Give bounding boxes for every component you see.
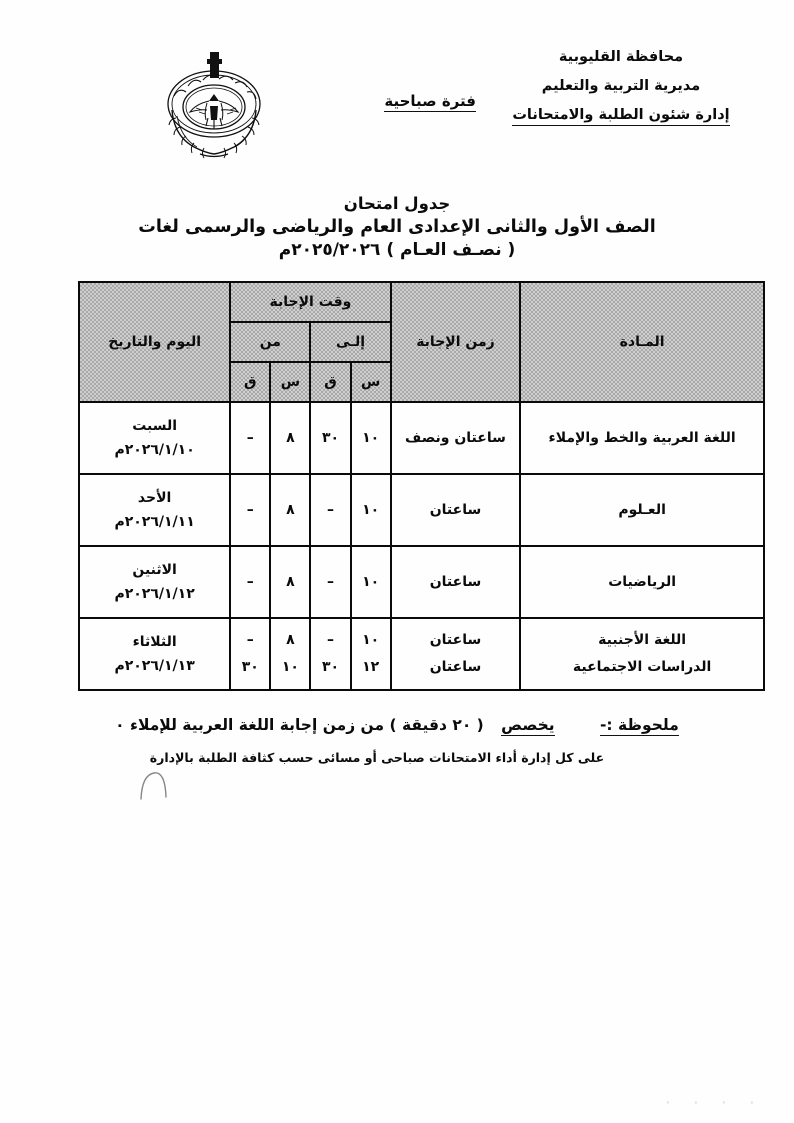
day-date: ٢٠٢٦/١/١٣م: [114, 658, 195, 674]
cell-duration: ساعتان: [391, 546, 521, 618]
cell-from-minute-a: –: [246, 632, 254, 649]
col-header-from: من: [230, 322, 310, 362]
col-header-from-hour: س: [270, 362, 310, 402]
title-term-year: ( نصـف العـام ) ٢٠٢٥/٢٠٢٦م: [278, 240, 516, 261]
header-row-1: [79, 282, 764, 322]
cell-to-hour: ١٠: [351, 474, 391, 546]
note-line-1: [40, 716, 754, 734]
day-name: السبت: [132, 417, 178, 434]
cell-subject-a: اللغة الأجنبية: [598, 632, 687, 649]
cell-from-hour: ٨: [270, 546, 310, 618]
day-date: ٢٠٢٦/١/١١م: [114, 514, 195, 530]
note-line-1-rest: ( ٢٠ دقيقة ) من زمن إجابة اللغة العربية للإملاء ٠: [115, 716, 484, 734]
day-name: الاثنين: [132, 561, 177, 578]
cell-subject-b: الدراسات الاجتماعية: [572, 659, 712, 675]
cell-day-date: [79, 402, 230, 474]
cell-from-minute-b: ٣٠: [241, 659, 259, 675]
cell-from-minute: –: [230, 546, 270, 618]
directorate-name: مديرية التربية والتعليم: [541, 78, 701, 95]
cell-day-date: [79, 474, 230, 546]
notes-section: [40, 716, 754, 765]
cell-from-minute: –: [230, 474, 270, 546]
cell-duration: ساعتان: [391, 474, 521, 546]
note-keyword: يخصص: [501, 716, 555, 734]
egypt-eagle-emblem-icon: [150, 50, 282, 160]
cell-to-hour: ١٠: [351, 402, 391, 474]
title-grade-line: الصف الأول والثانى الإعدادى العام والرياضى والرسمى لغات: [138, 216, 656, 237]
cell-duration: [391, 618, 521, 690]
cell-to-minute: ٣٠: [310, 402, 350, 474]
cell-from-hour-b: ١٠: [281, 659, 299, 675]
note-line-2: على كل إدارة أداء الامتحانات صباحى أو مسائى حسب كثافة الطلبة بالإدارة: [149, 750, 605, 765]
cell-duration: ساعتان ونصف: [391, 402, 521, 474]
cell-subject: الرياضيات: [520, 546, 764, 618]
table-body: [79, 402, 764, 690]
cell-to-hour-b: ١٢: [362, 659, 380, 675]
exam-period-label: فترة صباحية: [384, 92, 476, 110]
cell-to-minute: –: [310, 474, 350, 546]
cell-to-minute-a: –: [327, 632, 334, 649]
note-label: ملحوظة :-: [600, 716, 679, 734]
governorate-name: محافظة القليوبية: [558, 49, 684, 65]
day-name: الثلاثاء: [132, 633, 177, 650]
cell-from-minute: [230, 618, 270, 690]
cell-from-hour: ٨: [270, 474, 310, 546]
exam-schedule-table: [78, 281, 765, 691]
cell-to-hour-a: ١٠: [362, 632, 380, 649]
table-row: [79, 474, 764, 546]
col-header-answer-time: وقت الإجابة: [230, 282, 390, 322]
scan-artifact-marks: · · · ·: [665, 1096, 764, 1109]
cell-duration-a: ساعتان: [429, 632, 482, 649]
col-header-subject: المـادة: [520, 282, 764, 402]
cell-to-minute-b: ٣٠: [321, 659, 340, 675]
day-name: الأحد: [137, 489, 172, 506]
cell-to-minute: [310, 618, 350, 690]
col-header-to: إلـى: [310, 322, 390, 362]
table-row: [79, 618, 764, 690]
cell-subject: العـلوم: [520, 474, 764, 546]
table-row: [79, 402, 764, 474]
cell-from-hour-a: ٨: [286, 632, 295, 649]
cell-duration-b: ساعتان: [429, 659, 482, 675]
col-header-day-date: اليوم والتاريخ: [79, 282, 230, 402]
page-title: جدول امتحان: [343, 194, 451, 213]
handwritten-pen-mark-icon: [136, 766, 176, 800]
table-row: [79, 546, 764, 618]
col-header-from-minute: ق: [230, 362, 270, 402]
day-date: ٢٠٢٦/١/١٢م: [114, 586, 195, 602]
cell-day-date: [79, 618, 230, 690]
day-date: ٢٠٢٦/١/١٠م: [114, 442, 195, 458]
cell-to-minute: –: [310, 546, 350, 618]
col-header-to-minute: ق: [310, 362, 350, 402]
table-header: [79, 282, 764, 402]
cell-subject: [520, 618, 764, 690]
exam-schedule-table-wrapper: [78, 281, 765, 691]
col-header-to-hour: س: [351, 362, 391, 402]
cell-to-hour: ١٠: [351, 546, 391, 618]
department-name: إدارة شئون الطلبة والامتحانات: [476, 108, 766, 125]
cell-from-hour: [270, 618, 310, 690]
cell-from-hour: ٨: [270, 402, 310, 474]
col-header-duration: زمن الإجابة: [391, 282, 521, 402]
cell-to-hour: [351, 618, 391, 690]
cell-subject: اللغة العربية والخط والإملاء: [520, 402, 764, 474]
document-header: [0, 44, 794, 174]
document-title-block: [0, 194, 794, 261]
issuing-authority-block: [476, 44, 766, 140]
cell-from-minute: –: [230, 402, 270, 474]
cell-day-date: [79, 546, 230, 618]
